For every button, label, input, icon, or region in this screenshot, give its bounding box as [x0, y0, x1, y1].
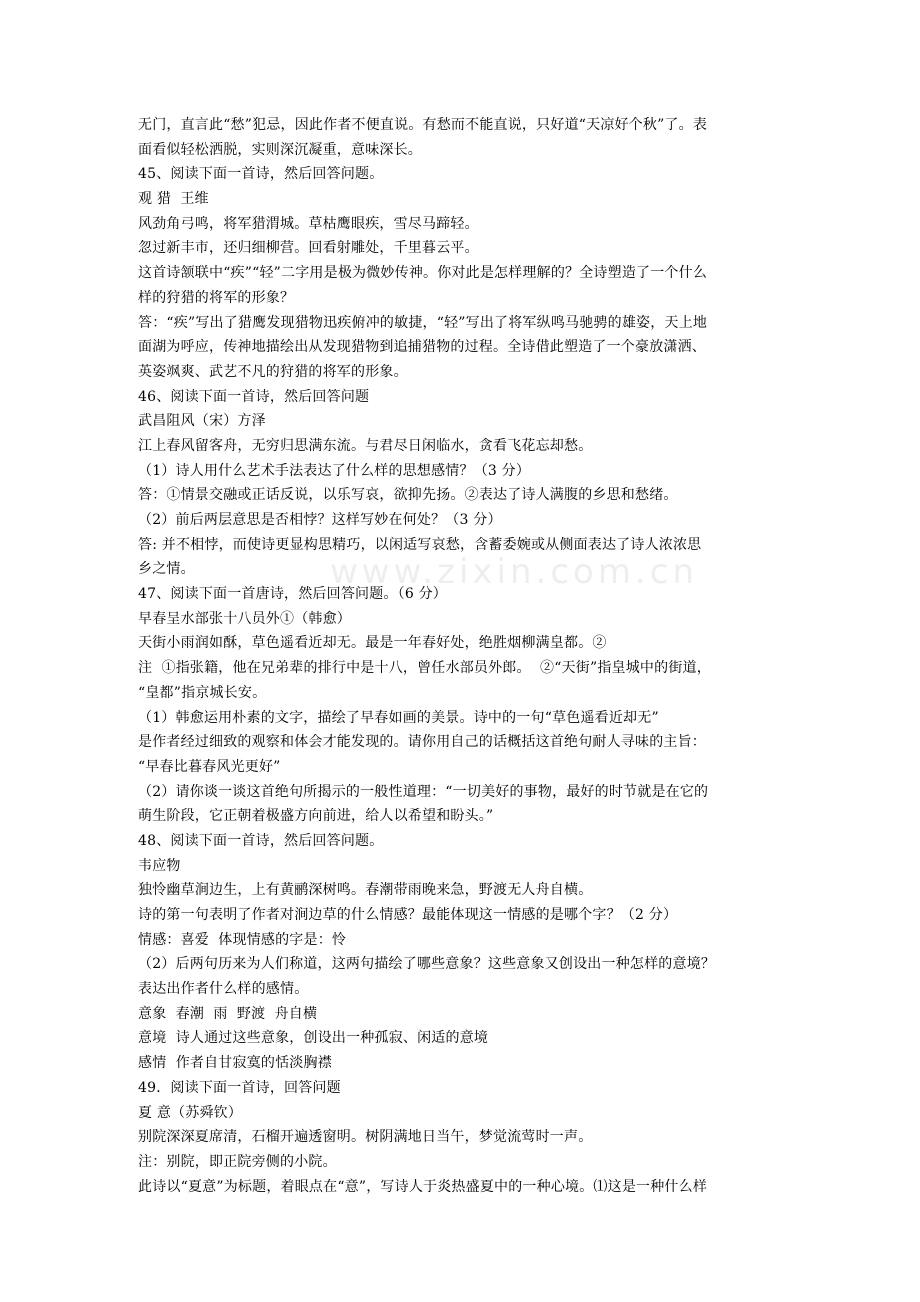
note-text: 注：别院，即正院旁侧的小院。 — [138, 1153, 337, 1170]
answer-text: 英姿飒爽、武艺不凡的狩猎的将军的形象。 — [138, 363, 408, 380]
poem-title: 早春呈水部张十八员外①（韩愈） — [138, 610, 351, 627]
question-text: （1）韩愈运用朴素的文字，描绘了早春如画的美景。诗中的一句“草色遥看近却无” — [138, 709, 659, 726]
poem-title: 韦应物 — [138, 857, 181, 874]
poem-title: 武昌阻风（宋）方泽 — [138, 413, 266, 430]
poem-line: 别院深深夏席清，石榴开遍透窗明。树阴满地日当午，梦觉流莺时一声。 — [138, 1129, 593, 1146]
answer-text: 意境 诗人通过这些意象，创设出一种孤寂、闲适的意境 — [138, 1030, 489, 1047]
question-heading: 49．阅读下面一首诗，回答问题 — [138, 1079, 341, 1096]
poem-title: 观 猎 王维 — [138, 191, 209, 208]
poem-line: 天街小雨润如酥，草色遥看近却无。最是一年春好处，绝胜烟柳满皇都。② — [138, 635, 607, 652]
answer-text: 面湖为呼应，传神地描绘出从发现猎物到追捕猎物的过程。全诗借此塑造了一个豪放潇洒、 — [138, 339, 706, 356]
question-heading: 46、阅读下面一首诗，然后回答问题 — [138, 388, 370, 405]
question-text: 此诗以“夏意”为标题，着眼点在“意”，写诗人于炎热盛夏中的一种心境。⑴这是一种什么样 — [138, 1178, 708, 1195]
poem-line: 独怜幽草涧边生，上有黄鹂深树鸣。春潮带雨晚来急，野渡无人舟自横。 — [138, 882, 593, 899]
note-text: 注 ①指张籍，他在兄弟辈的排行中是十八，曾任水部员外郎。 ②“天街”指皇城中的街道， — [138, 660, 711, 677]
question-text: 表达出作者什么样的感情。 — [138, 981, 309, 998]
question-text: 诗的第一句表明了作者对涧边草的什么情感？最能体现这一情感的是哪个字？（2 分） — [138, 907, 678, 923]
question-text: 样的狩猎的将军的形象？ — [138, 289, 295, 306]
poem-line: 风劲角弓鸣，将军猎渭城。草枯鹰眼疾，雪尽马蹄轻。 — [138, 215, 479, 232]
question-heading: 48、阅读下面一首诗，然后回答问题。 — [138, 832, 384, 849]
question-text: （1）诗人用什么艺术手法表达了什么样的思想感情？（3 分） — [138, 462, 531, 479]
question-heading: 45、阅读下面一首诗，然后回答问题。 — [138, 166, 384, 183]
answer-text: 答：“疾”写出了猎鹰发现猎物迅疾俯冲的敏捷，“轻”写出了将军纵鸣马驰骋的雄姿，天上地 — [138, 314, 708, 331]
answer-text: 意象 春潮 雨 野渡 舟自横 — [138, 1005, 318, 1022]
poem-title: 夏 意（苏舜钦） — [138, 1104, 243, 1121]
question-text: （2）后两句历来为人们称道，这两句描绘了哪些意象？这些意象又创设出一种怎样的意境？ — [138, 956, 716, 973]
note-text: “皇都”指京城长安。 — [138, 684, 267, 701]
answer-text: 答：①情景交融或正话反说，以乐写哀，欲抑先扬。②表达了诗人满腹的乡思和愁绪。 — [138, 487, 678, 504]
poem-line: 忽过新丰市，还归细柳营。回看射雕处，千里暮云平。 — [138, 240, 479, 257]
poem-line: 江上春风留客舟，无穷归思满东流。与君尽日闲临水，贪看飞花忘却愁。 — [138, 437, 593, 454]
answer-text: 答: 并不相悖，而使诗更显构思精巧，以闲适写哀愁，含蓄委婉或从侧面表达了诗人浓浓思 — [138, 536, 702, 553]
answer-text: 感情 作者自甘寂寞的恬淡胸襟 — [138, 1055, 332, 1072]
text-line: 无门，直言此“愁”犯忌，因此作者不便直说。有愁而不能直说，只好道“天凉好个秋”了。表 — [138, 117, 708, 133]
question-text: 这首诗颔联中“疾”“轻”二字用是极为微妙传神。你对此是怎样理解的？全诗塑造了一个什么 — [138, 265, 708, 282]
question-heading: 47、阅读下面一首唐诗，然后回答问题。（6 分） — [138, 586, 447, 603]
answer-text: 乡之情。 — [138, 561, 195, 578]
document-body — [138, 113, 788, 1199]
question-text: 是作者经过细致的观察和体会才能发现的。请你用自己的话概括这首绝句耐人寻味的主旨： — [138, 734, 706, 751]
question-text: （2）请你谈一谈这首绝句所揭示的一般性道理：“一切美好的事物，最好的时节就是在它的 — [138, 783, 709, 800]
answer-text: “早春比暮春风光更好” — [138, 758, 281, 775]
question-text: （2）前后两层意思是否相悖？这样写妙在何处？（3 分） — [138, 512, 502, 528]
answer-text: 萌生阶段，它正朝着极盛方向前进，给人以希望和盼头。” — [138, 808, 494, 825]
answer-text: 情感：喜爱 体现情感的字是：怜 — [138, 931, 347, 948]
text-line: 面看似轻松洒脱，实则深沉凝重，意味深长。 — [138, 141, 422, 158]
watermark: www.zixin.com.cn — [330, 552, 698, 592]
